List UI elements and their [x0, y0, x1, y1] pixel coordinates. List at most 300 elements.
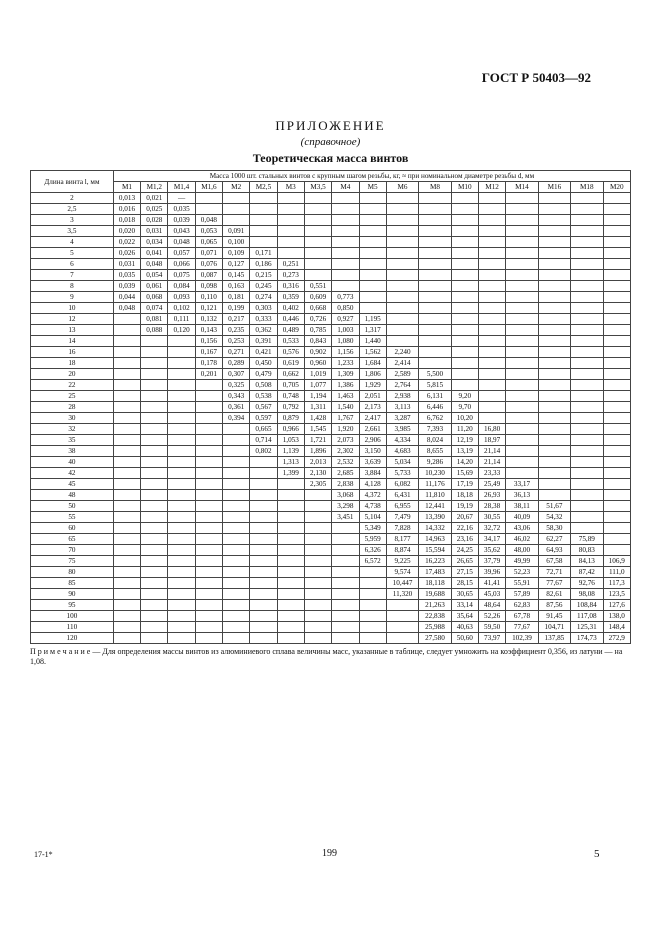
mass-cell — [538, 413, 570, 424]
mass-cell: 0,100 — [223, 237, 250, 248]
mass-cell: 3,150 — [359, 446, 386, 457]
mass-cell: 0,343 — [223, 391, 250, 402]
mass-cell: 0,668 — [304, 303, 331, 314]
mass-cell: 73,97 — [478, 633, 505, 644]
mass-cell: 3,298 — [332, 501, 359, 512]
mass-cell — [603, 457, 630, 468]
mass-cell: 0,178 — [195, 358, 222, 369]
mass-cell: 1,077 — [304, 380, 331, 391]
mass-cell: 0,217 — [223, 314, 250, 325]
mass-cell — [603, 347, 630, 358]
mass-cell — [419, 325, 451, 336]
column-header: М16 — [538, 182, 570, 193]
mass-cell — [332, 259, 359, 270]
mass-cell — [538, 314, 570, 325]
mass-cell — [113, 611, 140, 622]
mass-cell — [359, 259, 386, 270]
mass-cell — [419, 226, 451, 237]
mass-cell: 4,128 — [359, 479, 386, 490]
mass-cell — [332, 215, 359, 226]
mass-cell: 35,64 — [451, 611, 478, 622]
mass-cell: 1,311 — [304, 402, 331, 413]
mass-cell — [571, 204, 603, 215]
mass-cell: 49,99 — [506, 556, 538, 567]
mass-cell — [141, 512, 168, 523]
mass-cell — [141, 468, 168, 479]
mass-cell — [506, 248, 538, 259]
mass-cell: 0,071 — [195, 248, 222, 259]
mass-cell — [168, 413, 195, 424]
table-row — [31, 512, 631, 523]
mass-cell: 1,767 — [332, 413, 359, 424]
mass-cell — [603, 380, 630, 391]
mass-cell: 0,022 — [113, 237, 140, 248]
mass-cell: 13,390 — [419, 512, 451, 523]
mass-cell: 0,035 — [113, 270, 140, 281]
footer-code: 17-1* — [34, 850, 53, 859]
mass-cell: 6,082 — [386, 479, 418, 490]
mass-cell — [195, 578, 222, 589]
mass-cell: 0,726 — [304, 314, 331, 325]
mass-cell — [451, 248, 478, 259]
mass-cell — [223, 600, 250, 611]
mass-cell: 0,245 — [250, 281, 277, 292]
mass-cell: 0,143 — [195, 325, 222, 336]
mass-cell: 0,048 — [113, 303, 140, 314]
mass-cell — [478, 193, 505, 204]
mass-cell — [603, 314, 630, 325]
mass-cell: 0,120 — [168, 325, 195, 336]
mass-cell — [277, 523, 304, 534]
column-header: М1,6 — [195, 182, 222, 193]
mass-cell — [386, 633, 418, 644]
mass-cell: 48,00 — [506, 545, 538, 556]
mass-cell — [386, 325, 418, 336]
table-row — [31, 237, 631, 248]
mass-cell: 6,131 — [419, 391, 451, 402]
mass-cell: 2,240 — [386, 347, 418, 358]
mass-cell: 1,317 — [359, 325, 386, 336]
mass-cell — [603, 237, 630, 248]
mass-cell — [506, 424, 538, 435]
mass-cell — [141, 490, 168, 501]
mass-cell — [113, 589, 140, 600]
mass-cell: 272,9 — [603, 633, 630, 644]
mass-cell: 8,655 — [419, 446, 451, 457]
table-row — [31, 457, 631, 468]
mass-cell: 0,273 — [277, 270, 304, 281]
doc-code: ГОСТ Р 50403—92 — [481, 70, 591, 85]
mass-cell: 92,76 — [571, 578, 603, 589]
mass-cell — [304, 259, 331, 270]
mass-cell — [113, 578, 140, 589]
mass-cell — [359, 622, 386, 633]
mass-cell — [571, 501, 603, 512]
mass-cell: 2,838 — [332, 479, 359, 490]
mass-cell — [603, 193, 630, 204]
mass-cell: 5,733 — [386, 468, 418, 479]
mass-cell — [451, 303, 478, 314]
mass-cell — [113, 380, 140, 391]
mass-cell: 1,003 — [332, 325, 359, 336]
length-cell: 70 — [31, 545, 114, 556]
table-row — [31, 611, 631, 622]
table-row — [31, 589, 631, 600]
mass-cell: 0,274 — [250, 292, 277, 303]
mass-cell — [250, 622, 277, 633]
mass-cell: 0,186 — [250, 259, 277, 270]
mass-cell — [538, 281, 570, 292]
mass-cell — [571, 248, 603, 259]
mass-cell — [304, 622, 331, 633]
table-row — [31, 479, 631, 490]
mass-cell: 22,838 — [419, 611, 451, 622]
mass-cell: 1,463 — [332, 391, 359, 402]
mass-cell — [113, 435, 140, 446]
mass-cell — [538, 325, 570, 336]
length-cell: 4 — [31, 237, 114, 248]
mass-cell — [506, 402, 538, 413]
mass-cell — [419, 292, 451, 303]
mass-cell — [571, 479, 603, 490]
mass-cell: 6,431 — [386, 490, 418, 501]
mass-cell — [538, 391, 570, 402]
mass-cell — [195, 468, 222, 479]
mass-cell — [603, 204, 630, 215]
mass-cell — [451, 314, 478, 325]
mass-cell: 0,145 — [223, 270, 250, 281]
mass-cell — [113, 391, 140, 402]
mass-cell: 62,27 — [538, 534, 570, 545]
mass-cell — [571, 336, 603, 347]
mass-cell — [223, 446, 250, 457]
mass-cell — [195, 424, 222, 435]
length-cell: 45 — [31, 479, 114, 490]
mass-cell: 0,034 — [141, 237, 168, 248]
mass-cell: 52,23 — [506, 567, 538, 578]
mass-cell — [571, 314, 603, 325]
mass-cell — [506, 259, 538, 270]
table-row — [31, 215, 631, 226]
mass-cell — [571, 215, 603, 226]
mass-cell — [113, 545, 140, 556]
mass-cell: 2,685 — [332, 468, 359, 479]
mass-cell — [141, 347, 168, 358]
mass-cell — [478, 358, 505, 369]
mass-cell — [277, 248, 304, 259]
table-row — [31, 600, 631, 611]
mass-cell — [419, 336, 451, 347]
mass-cell: 1,156 — [332, 347, 359, 358]
mass-cell — [332, 226, 359, 237]
mass-cell — [538, 380, 570, 391]
mass-cell: 36,13 — [506, 490, 538, 501]
mass-cell — [506, 468, 538, 479]
mass-cell — [571, 523, 603, 534]
mass-cell: 0,061 — [141, 281, 168, 292]
mass-cell: 20,67 — [451, 512, 478, 523]
mass-cell: 17,19 — [451, 479, 478, 490]
mass-cell: 1,545 — [304, 424, 331, 435]
mass-cell — [168, 391, 195, 402]
mass-cell: 17,483 — [419, 567, 451, 578]
mass-cell: 3,639 — [359, 457, 386, 468]
mass-cell — [141, 380, 168, 391]
mass-cell — [277, 512, 304, 523]
mass-cell — [332, 204, 359, 215]
mass-cell: 0,303 — [250, 303, 277, 314]
mass-cell: 1,313 — [277, 457, 304, 468]
mass-cell: 16,223 — [419, 556, 451, 567]
mass-cell — [250, 567, 277, 578]
mass-cell — [478, 402, 505, 413]
mass-cell: 0,031 — [141, 226, 168, 237]
mass-cell: 0,054 — [141, 270, 168, 281]
mass-cell — [113, 314, 140, 325]
mass-cell — [277, 611, 304, 622]
mass-cell — [332, 270, 359, 281]
mass-cell — [141, 534, 168, 545]
mass-cell — [223, 468, 250, 479]
mass-cell: 1,080 — [332, 336, 359, 347]
mass-cell: 43,06 — [506, 523, 538, 534]
mass-cell: 52,26 — [478, 611, 505, 622]
column-header: М1,4 — [168, 182, 195, 193]
mass-cell — [168, 402, 195, 413]
mass-cell: 0,084 — [168, 281, 195, 292]
mass-cell — [386, 204, 418, 215]
mass-cell: 106,9 — [603, 556, 630, 567]
mass-cell — [359, 204, 386, 215]
mass-cell — [223, 501, 250, 512]
table-row — [31, 358, 631, 369]
mass-cell — [168, 556, 195, 567]
mass-cell: 16,80 — [478, 424, 505, 435]
mass-cell — [141, 501, 168, 512]
mass-cell — [168, 358, 195, 369]
length-cell: 38 — [31, 446, 114, 457]
mass-cell — [603, 402, 630, 413]
mass-cell — [571, 391, 603, 402]
mass-cell: 3,068 — [332, 490, 359, 501]
mass-cell: 18,118 — [419, 578, 451, 589]
mass-cell — [419, 303, 451, 314]
mass-cell — [223, 523, 250, 534]
mass-cell — [223, 556, 250, 567]
mass-cell: 9,286 — [419, 457, 451, 468]
mass-cell — [506, 292, 538, 303]
mass-cell — [332, 534, 359, 545]
table-row — [31, 468, 631, 479]
mass-cell — [386, 611, 418, 622]
length-cell: 120 — [31, 633, 114, 644]
mass-cell — [386, 303, 418, 314]
mass-cell: 0,018 — [113, 215, 140, 226]
table-note: П р и м е ч а н и е — Для определения массы винтов из алюминиевого сплава величины масс, указанные в таблице, следует умножить на коэффициент 0,356, из латуни — на 1,08. — [30, 647, 623, 666]
mass-cell: 0,902 — [304, 347, 331, 358]
mass-cell: 0,075 — [168, 270, 195, 281]
mass-cell — [571, 303, 603, 314]
length-cell: 8 — [31, 281, 114, 292]
table-row — [31, 281, 631, 292]
mass-cell: 25,988 — [419, 622, 451, 633]
mass-cell — [195, 413, 222, 424]
mass-cell — [478, 347, 505, 358]
mass-cell: 0,665 — [250, 424, 277, 435]
mass-cell — [386, 600, 418, 611]
mass-cell — [168, 523, 195, 534]
mass-cell: 0,446 — [277, 314, 304, 325]
mass-cell — [304, 556, 331, 567]
appendix-title-block — [30, 118, 631, 166]
mass-cell — [113, 424, 140, 435]
mass-cell — [195, 589, 222, 600]
mass-cell — [223, 424, 250, 435]
mass-cell — [168, 622, 195, 633]
mass-cell: 0,489 — [277, 325, 304, 336]
table-row — [31, 391, 631, 402]
mass-cell — [168, 545, 195, 556]
mass-cell — [113, 501, 140, 512]
mass-cell — [478, 270, 505, 281]
mass-cell — [603, 523, 630, 534]
mass-cell: 1,053 — [277, 435, 304, 446]
mass-cell — [141, 567, 168, 578]
mass-cell: 123,5 — [603, 589, 630, 600]
mass-cell: 6,326 — [359, 545, 386, 556]
mass-cell — [538, 435, 570, 446]
mass-cell — [538, 402, 570, 413]
mass-cell: 30,65 — [451, 589, 478, 600]
mass-cell — [195, 534, 222, 545]
mass-cell — [451, 369, 478, 380]
mass-cell: 3,884 — [359, 468, 386, 479]
mass-cell: 0,253 — [223, 336, 250, 347]
table-row — [31, 556, 631, 567]
table-row — [31, 523, 631, 534]
mass-cell — [304, 523, 331, 534]
mass-cell: 1,684 — [359, 358, 386, 369]
mass-cell: 0,065 — [195, 237, 222, 248]
mass-cell — [168, 457, 195, 468]
mass-cell — [332, 578, 359, 589]
mass-cell — [141, 424, 168, 435]
mass-cell: 1,428 — [304, 413, 331, 424]
mass-cell: 26,93 — [478, 490, 505, 501]
mass-cell: 39,96 — [478, 567, 505, 578]
mass-cell — [419, 270, 451, 281]
column-header: М14 — [506, 182, 538, 193]
mass-cell: 4,372 — [359, 490, 386, 501]
mass-cell — [304, 600, 331, 611]
mass-cell — [538, 457, 570, 468]
length-cell: 2,5 — [31, 204, 114, 215]
mass-cell — [223, 457, 250, 468]
mass-cell — [141, 589, 168, 600]
mass-cell: 0,053 — [195, 226, 222, 237]
mass-cell — [141, 457, 168, 468]
table-row — [31, 633, 631, 644]
mass-cell — [506, 325, 538, 336]
mass-cell: 11,20 — [451, 424, 478, 435]
mass-cell: 12,19 — [451, 435, 478, 446]
group-header: Масса 1000 шт. стальных винтов с крупным шагом резьбы, кг, ≈ при номинальном диаметре резьбы d, мм — [113, 171, 630, 182]
mass-cell: 10,447 — [386, 578, 418, 589]
mass-cell — [419, 215, 451, 226]
mass-cell: 1,896 — [304, 446, 331, 457]
mass-cell — [304, 501, 331, 512]
length-cell: 20 — [31, 369, 114, 380]
mass-cell: 102,39 — [506, 633, 538, 644]
table-row — [31, 292, 631, 303]
mass-cell — [419, 314, 451, 325]
mass-cell — [571, 237, 603, 248]
mass-cell: 30,55 — [478, 512, 505, 523]
mass-cell — [571, 193, 603, 204]
mass-cell: 0,132 — [195, 314, 222, 325]
mass-cell: 0,850 — [332, 303, 359, 314]
mass-cell — [195, 490, 222, 501]
mass-cell — [451, 259, 478, 270]
length-cell: 2 — [31, 193, 114, 204]
mass-cell: 0,960 — [304, 358, 331, 369]
mass-cell — [141, 413, 168, 424]
table-row — [31, 226, 631, 237]
mass-cell — [386, 259, 418, 270]
mass-cell: 0,316 — [277, 281, 304, 292]
mass-cell — [538, 270, 570, 281]
mass-cell — [451, 237, 478, 248]
mass-cell: 1,440 — [359, 336, 386, 347]
mass-cell — [168, 501, 195, 512]
mass-cell: 14,20 — [451, 457, 478, 468]
mass-cell: 125,31 — [571, 622, 603, 633]
mass-cell: 0,235 — [223, 325, 250, 336]
mass-cell: 0,199 — [223, 303, 250, 314]
mass-cell — [195, 611, 222, 622]
mass-cell — [168, 435, 195, 446]
mass-cell — [451, 358, 478, 369]
mass-cell: 0,039 — [168, 215, 195, 226]
column-header: М10 — [451, 182, 478, 193]
mass-cell: 12,441 — [419, 501, 451, 512]
table-row — [31, 248, 631, 259]
length-cell: 50 — [31, 501, 114, 512]
mass-cell — [359, 248, 386, 259]
mass-cell — [478, 281, 505, 292]
table-row — [31, 380, 631, 391]
mass-cell: 25,49 — [478, 479, 505, 490]
mass-cell — [250, 589, 277, 600]
mass-cell — [538, 490, 570, 501]
mass-cell — [195, 545, 222, 556]
mass-cell — [359, 633, 386, 644]
mass-cell — [359, 270, 386, 281]
mass-cell — [603, 281, 630, 292]
mass-cell — [195, 204, 222, 215]
mass-cell — [304, 534, 331, 545]
table-row — [31, 567, 631, 578]
mass-cell — [223, 193, 250, 204]
mass-cell — [571, 259, 603, 270]
mass-cell: 104,71 — [538, 622, 570, 633]
mass-cell: 3,113 — [386, 402, 418, 413]
mass-cell — [506, 446, 538, 457]
length-cell: 60 — [31, 523, 114, 534]
mass-cell — [113, 347, 140, 358]
mass-cell — [250, 490, 277, 501]
column-header: М4 — [332, 182, 359, 193]
